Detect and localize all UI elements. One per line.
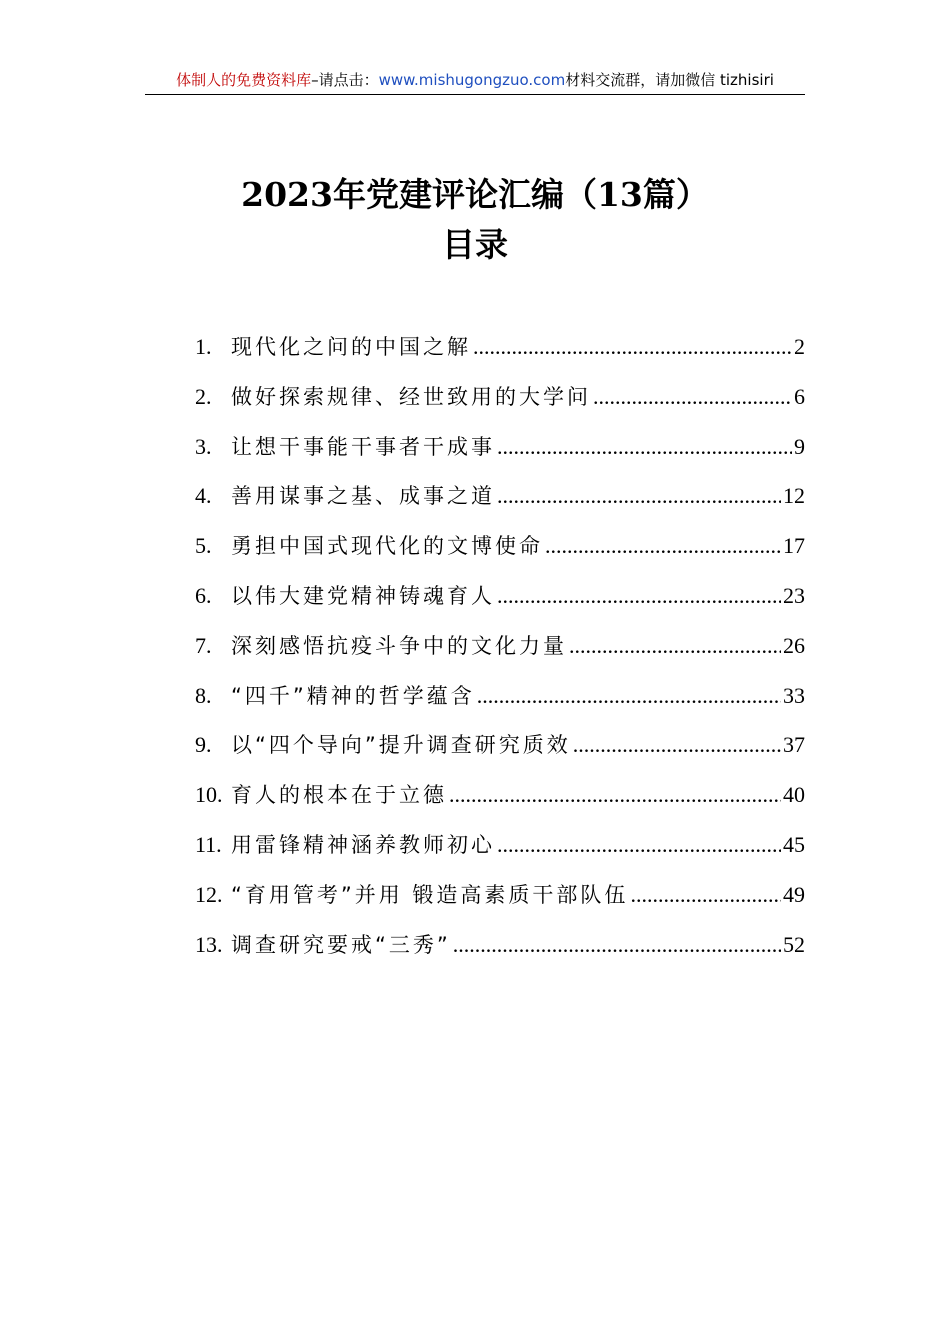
toc-entry-13[interactable] <box>195 920 805 970</box>
toc-dot-leader <box>473 322 792 372</box>
toc-entry-number: 3. <box>195 433 212 459</box>
toc-dot-leader <box>569 621 781 671</box>
toc-entry-page: 26 <box>783 632 805 658</box>
toc-entry-title: 现代化之问的中国之解 <box>231 335 471 359</box>
toc-entry-number: 4. <box>195 483 212 509</box>
toc-entry-page: 9 <box>794 433 805 459</box>
toc-dot-leader <box>630 870 781 920</box>
toc-entry-page: 52 <box>783 931 805 957</box>
toc-entry-12[interactable] <box>195 870 805 920</box>
toc-entry-title: 勇担中国式现代化的文博使命 <box>231 534 543 559</box>
toc-entry-page: 49 <box>783 881 805 907</box>
toc-entry-number: 5. <box>195 533 212 559</box>
toc-dot-leader <box>545 521 781 571</box>
toc-entry-11[interactable] <box>195 820 805 870</box>
toc-entry-number: 8. <box>195 682 212 708</box>
toc-entry-page: 6 <box>794 383 805 409</box>
header-contact-text: 材料交流群，请加微信 tizhisiri <box>565 71 774 89</box>
toc-entry-title: 做好探索规律、经世致用的大学问 <box>231 384 591 409</box>
header-prompt: –请点击： <box>311 71 379 89</box>
toc-heading: 目录 <box>442 225 508 264</box>
toc-entry-4[interactable] <box>195 471 805 521</box>
toc-entry-page: 37 <box>783 732 805 758</box>
toc-entry-number: 11. <box>195 831 222 857</box>
toc-entry-page: 2 <box>794 334 805 359</box>
toc-entry-title: 以伟大建党精神铸魂育人 <box>231 583 495 608</box>
toc-dot-leader <box>453 920 781 970</box>
toc-entry-number: 12. <box>195 881 223 907</box>
toc-dot-leader <box>497 422 792 472</box>
toc-entry-page: 17 <box>783 533 805 559</box>
toc-entry-number: 2. <box>195 383 212 409</box>
toc-entry-number: 6. <box>195 582 212 608</box>
toc-entry-title: 以“四个导向”提升调查研究质效 <box>231 733 571 758</box>
page-header <box>145 66 805 95</box>
toc-entry-number: 7. <box>195 632 212 658</box>
toc-entry-3[interactable] <box>195 422 805 472</box>
toc-entry-9[interactable] <box>195 720 805 770</box>
toc-entry-title: 用雷锋精神涵养教师初心 <box>231 832 495 857</box>
toc-dot-leader <box>593 372 792 422</box>
toc-entry-2[interactable] <box>195 372 805 422</box>
toc-entry-page: 12 <box>783 483 805 509</box>
toc-dot-leader <box>497 571 781 621</box>
toc-entry-title: 调查研究要戒“三秀” <box>231 932 451 957</box>
header-brand: 体制人的免费资料库 <box>176 71 312 89</box>
toc-entry-page: 33 <box>783 682 805 708</box>
toc-entry-title: “四千”精神的哲学蕴含 <box>231 683 475 708</box>
toc-dot-leader <box>497 820 781 870</box>
toc-entry-page: 45 <box>783 831 805 857</box>
toc-entry-number: 9. <box>195 732 212 758</box>
header-url-link[interactable]: www.mishugongzuo.com <box>378 71 566 89</box>
toc-dot-leader <box>449 770 781 820</box>
toc-entry-title: 善用谋事之基、成事之道 <box>231 484 495 509</box>
toc-entry-number: 1. <box>195 334 212 359</box>
toc-entry-1[interactable] <box>195 322 805 372</box>
toc-entry-8[interactable] <box>195 671 805 721</box>
toc-entry-title: 深刻感悟抗疫斗争中的文化力量 <box>231 633 567 658</box>
toc-entry-page: 23 <box>783 582 805 608</box>
table-of-contents <box>195 322 805 969</box>
toc-dot-leader <box>497 471 781 521</box>
toc-entry-page: 40 <box>783 782 805 808</box>
toc-entry-6[interactable] <box>195 571 805 621</box>
toc-dot-leader <box>477 671 781 721</box>
toc-entry-7[interactable] <box>195 621 805 671</box>
toc-dot-leader <box>573 720 781 770</box>
toc-entry-title: 让想干事能干事者干成事 <box>231 434 495 459</box>
toc-entry-5[interactable] <box>195 521 805 571</box>
toc-entry-title: 育人的根本在于立德 <box>231 783 447 808</box>
document-title: 2023年党建评论汇编（13篇） <box>241 175 709 214</box>
toc-entry-title: “育用管考”并用 锻造高素质干部队伍 <box>231 882 629 907</box>
toc-entry-number: 10. <box>195 782 223 808</box>
toc-entry-10[interactable] <box>195 770 805 820</box>
toc-entry-number: 13. <box>195 931 223 957</box>
